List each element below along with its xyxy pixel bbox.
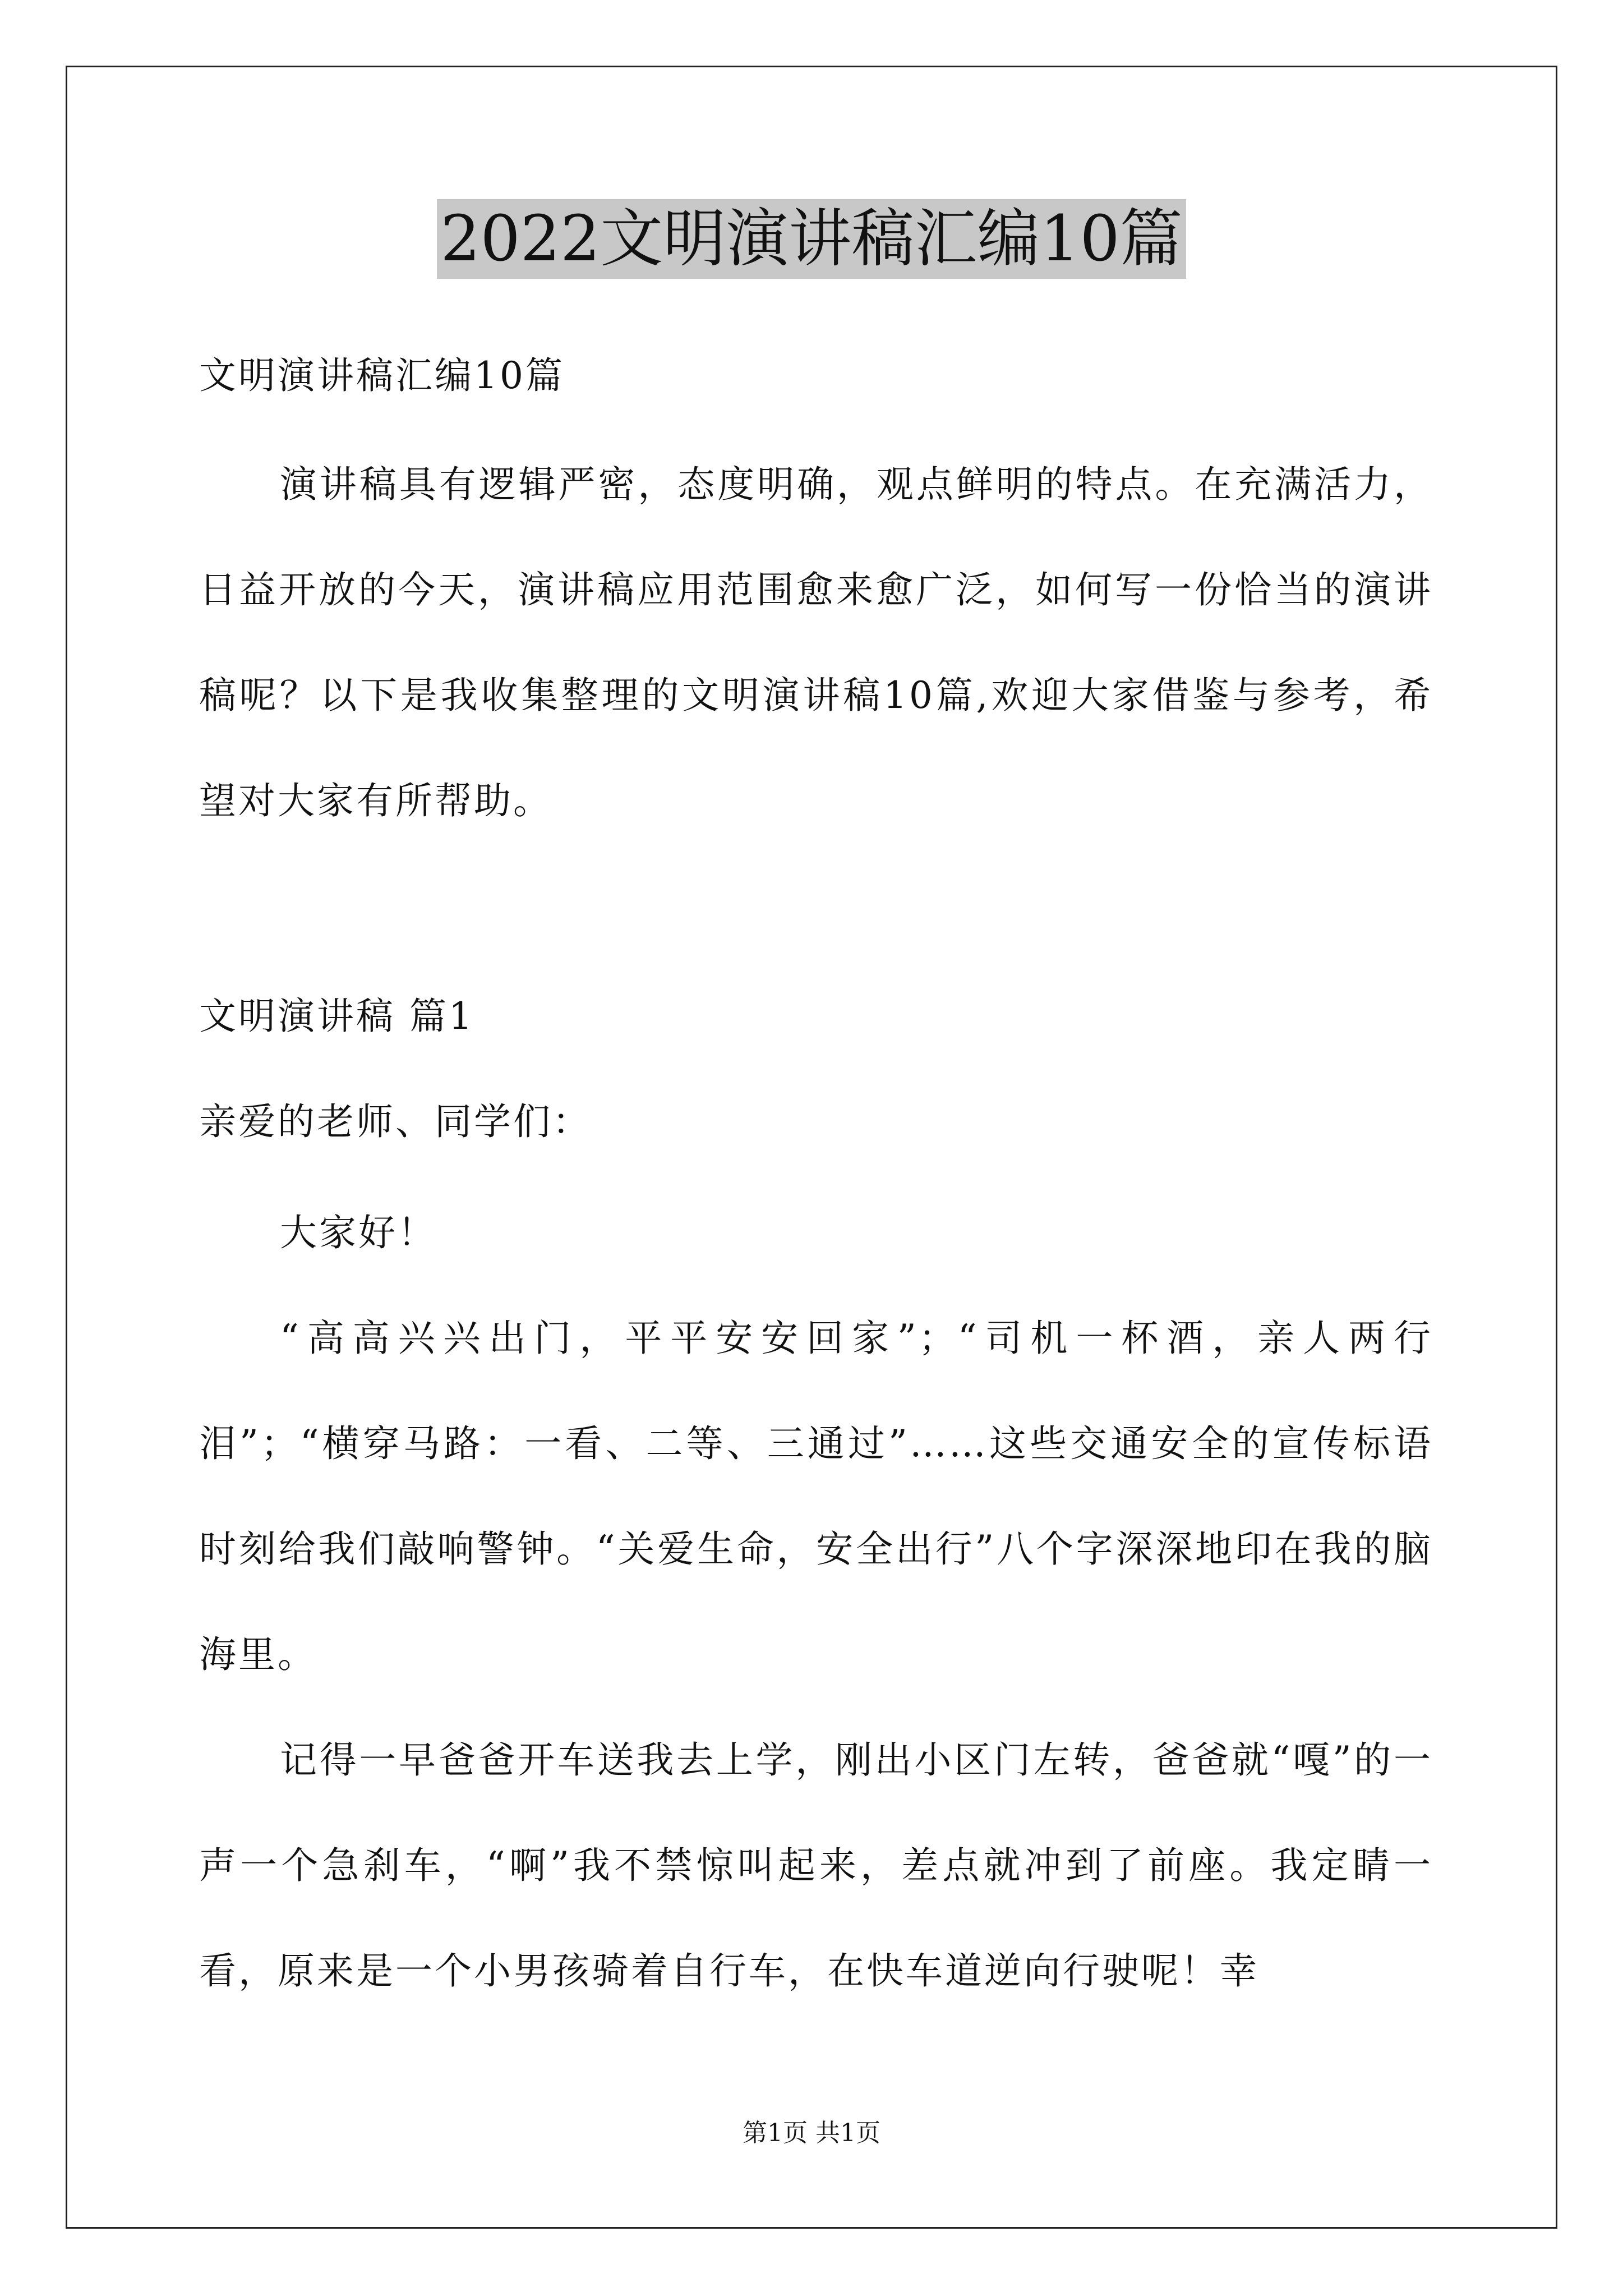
title-container [0,199,1623,279]
body-paragraph-2: 记得一早爸爸开车送我去上学，刚出小区门左转，爸爸就“嘎”的一声一个急刹车，“啊”我不禁惊叫起来，差点就冲到了前座。我定睛一看，原来是一个小男孩骑着自行车，在快车道逆向行驶呢！幸 [199,1738,1433,1993]
body-paragraph-1: “高高兴兴出门，平平安安回家”；“司机一杯酒，亲人两行泪”；“横穿马路：一看、二等、三通过”……这些交通安全的宣传标语时刻给我们敲响警钟。“关爱生命，安全出行”八个字深深地印在我的脑海里。 [199,1317,1433,1676]
intro-paragraph: 演讲稿具有逻辑严密，态度明确，观点鲜明的特点。在充满活力，日益开放的今天，演讲稿应用范围愈来愈广泛，如何写一份恰当的演讲稿呢？以下是我收集整理的文明演讲稿10篇,欢迎大家借鉴与参考，希望对大家有所帮助。 [199,463,1433,822]
section-heading: 文明演讲稿 篇1 [199,995,474,1038]
greeting: 大家好！ [280,1211,437,1254]
salutation: 亲爱的老师、同学们： [199,1100,592,1143]
page-footer: 第1页 共1页 [743,2119,880,2147]
document-title: 2022文明演讲稿汇编10篇 [437,199,1186,279]
document-subtitle: 文明演讲稿汇编10篇 [199,354,565,397]
